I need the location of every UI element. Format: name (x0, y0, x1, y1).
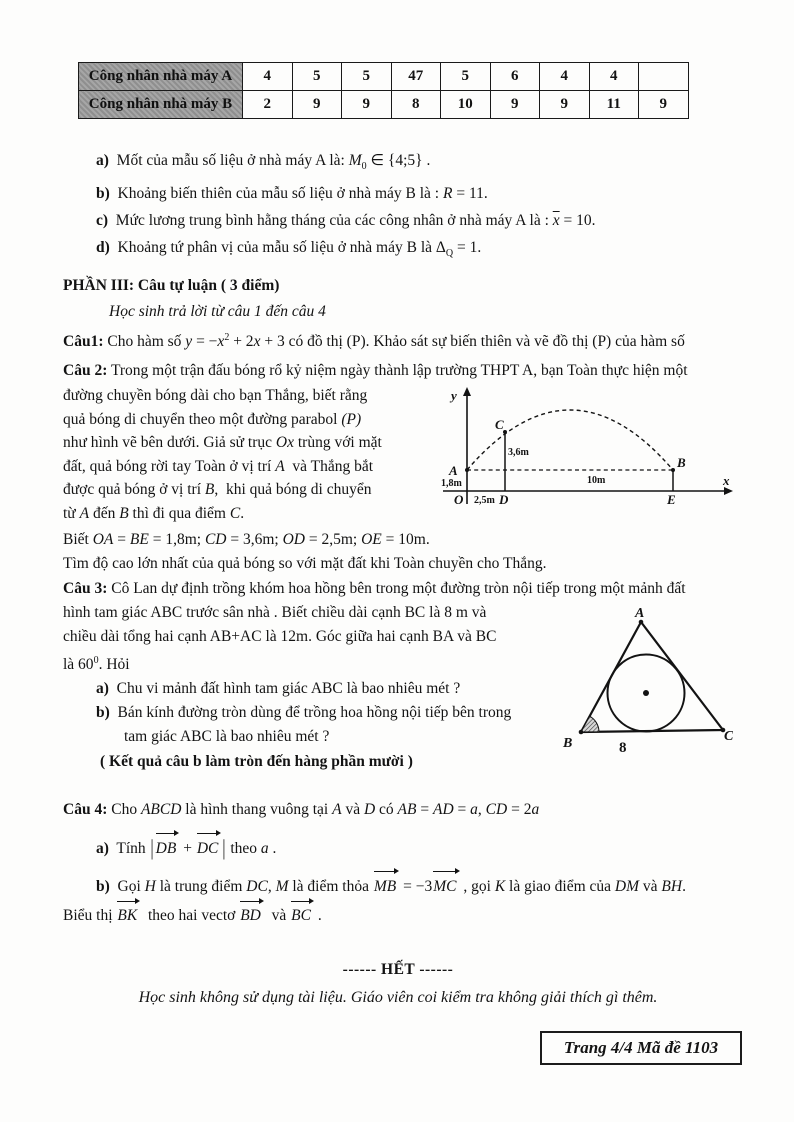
text-line: quả bóng di chuyển theo một đường parabol (P) (63, 410, 362, 428)
table-cell: 10 (441, 91, 491, 119)
question-4-item-a: a) Tính | DB + DC | theo a . (96, 834, 733, 863)
triangle-figure (561, 606, 733, 754)
question-3-item-b-cont: tam giác ABC là bao nhiêu mét ? (124, 728, 330, 745)
question-3-note: ( Kết quả câu b làm tròn đến hàng phần mười ) (100, 753, 413, 770)
statement-c: c) Mức lương trung bình hằng tháng của các công nhân ở nhà máy A là : $\overline{x} = 10$. (96, 212, 596, 229)
page-number-text: Trang 4/4 Mã đề 1103 (563, 1038, 719, 1057)
fig1-label-a: A (449, 463, 458, 478)
fig1-measure-od: 2,5m (474, 495, 495, 506)
part3-subheading: Học sinh trả lời từ câu 1 đến câu 4 (109, 303, 326, 320)
text-line: được quả bóng ở vị trí B, khi quả bóng di chuyển (63, 481, 372, 498)
table-cell: 5 (342, 63, 392, 91)
question-2-text (63, 384, 425, 525)
statement-b: b) Khoảng biến thiên của mẫu số liệu ở nhà máy B là : R = 11. (96, 185, 488, 202)
fig1-label-o: O (454, 492, 464, 507)
fig1-label-y: y (451, 388, 457, 403)
table-cell: 5 (441, 63, 491, 91)
statement-a: a) Mốt của mẫu số liệu ở nhà máy A là: $M_0$ ∈ {4;5} . (96, 152, 431, 172)
fig2-measure-bc: 8 (619, 740, 627, 754)
question-2 (63, 357, 733, 576)
statement-d: d) Khoảng tứ phân vị của mẫu số liệu ở nhà máy B là $\Delta_Q = 1$. (96, 239, 482, 259)
x-axis-arrow (724, 487, 733, 495)
text-line: từ A đến B thì đi qua điểm C. (63, 504, 245, 522)
end-marker: ------ HẾT ------ (342, 961, 454, 978)
table-cell: 6 (490, 63, 540, 91)
table-cell: 2 (243, 91, 293, 119)
table-cell: 9 (540, 91, 590, 119)
fig1-measure-ab: 10m (587, 475, 606, 486)
fig1-label-b: B (677, 455, 686, 470)
part3-heading: PHẦN III: Câu tự luận ( 3 điểm) (63, 277, 280, 294)
table-cell (639, 63, 689, 91)
question-4 (63, 796, 733, 929)
fig2-label-c: C (724, 729, 733, 744)
row-header-b: Công nhân nhà máy B (79, 91, 243, 119)
table-row-factory-b (79, 91, 689, 119)
table-cell: 9 (292, 91, 342, 119)
question-3 (63, 576, 733, 775)
question-3-text (63, 601, 545, 775)
table-row-factory-a (79, 63, 689, 91)
table-cell: 47 (391, 63, 441, 91)
question-2-ask: Tìm độ cao lớn nhất của quả bóng so với mặt đất khi Toàn chuyền cho Thắng. (63, 555, 547, 572)
circle-center-dot (643, 690, 649, 696)
question-3-item-a: a) Chu vi mảnh đất hình tam giác ABC là bao nhiêu mét ? (96, 680, 461, 697)
page-content (63, 62, 733, 1012)
fig1-label-x: x (723, 473, 730, 488)
text-line: hình tam giác ABC trước sân nhà . Biết chiều dài cạnh BC là 8 m và (63, 604, 487, 621)
parabola-figure (441, 386, 733, 510)
fig1-measure-cd: 3,6m (508, 447, 529, 458)
text-line: đường chuyền bóng dài cho bạn Thắng, biết rằng (63, 387, 368, 404)
table-cell: 4 (540, 63, 590, 91)
angle-b-mark (581, 716, 599, 732)
question-4-line1: Câu 4: Cho ABCD là hình thang vuông tại A và D có AB = AD = a, CD = 2a (63, 801, 540, 818)
fig1-label-d: D (499, 492, 509, 507)
question-4-item-b: b) Gọi H là trung điểm DC, M là điểm thỏa MB = −3MC , gọi K là giao điểm của DM và BH. (96, 872, 733, 901)
question-2-given: Biết OA = BE = 1,8m; CD = 3,6m; OD = 2,5m; OE = 10m. (63, 531, 430, 548)
question-3-line1: Câu 3: Cô Lan dự định trồng khóm hoa hồng bên trong một đường tròn nội tiếp trong một mảnh đất (63, 580, 686, 597)
table-cell: 4 (589, 63, 639, 91)
table-cell: 11 (589, 91, 639, 119)
table-cell: 9 (490, 91, 540, 119)
text-line: như hình vẽ bên dưới. Giả sử trục Ox trùng với mặt (63, 434, 382, 451)
table-cell: 5 (292, 63, 342, 91)
text-line: là $60^0$. Hỏi (63, 655, 130, 673)
table-cell: 8 (391, 91, 441, 119)
table-cell: 4 (243, 63, 293, 91)
statement-list (96, 147, 733, 267)
row-header-a: Công nhân nhà máy A (79, 63, 243, 91)
y-axis-arrow (463, 387, 471, 396)
fig1-measure-oa: 1,8m (441, 478, 462, 489)
text-line: chiều dài tổng hai cạnh AB+AC là 12m. Góc giữa hai cạnh BA và BC (63, 628, 497, 645)
page-number-box (540, 1031, 742, 1065)
worksheet-table (78, 62, 689, 119)
fig1-label-c: C (495, 417, 504, 432)
fig1-label-e: E (667, 492, 676, 507)
question-3-item-b: b) Bán kính đường tròn dùng để trồng hoa hồng nội tiếp bên trong (96, 704, 512, 721)
question-1: Câu1: Cho hàm số $y = -x^2 + 2x + 3$ có đồ thị (P). Khảo sát sự biến thiên và vẽ đồ thị (P) của hàm số (63, 332, 685, 350)
exam-footer-note: Học sinh không sử dụng tài liệu. Giáo viên coi kiểm tra không giải thích gì thêm. (138, 989, 658, 1006)
text-line: đất, quả bóng rời tay Toàn ở vị trí A và Thắng bắt (63, 457, 374, 475)
fig2-label-b: B (563, 736, 573, 751)
table-cell: 9 (342, 91, 392, 119)
question-4-last-line: Biểu thị BK theo hai vectơ BD và BC . (63, 902, 733, 929)
table-cell: 9 (639, 91, 689, 119)
fig2-label-a: A (635, 606, 645, 621)
question-2-line1: Câu 2: Trong một trận đấu bóng rổ kỷ niệm ngày thành lập trường THPT A, bạn Toàn thực hiện một (63, 362, 688, 379)
